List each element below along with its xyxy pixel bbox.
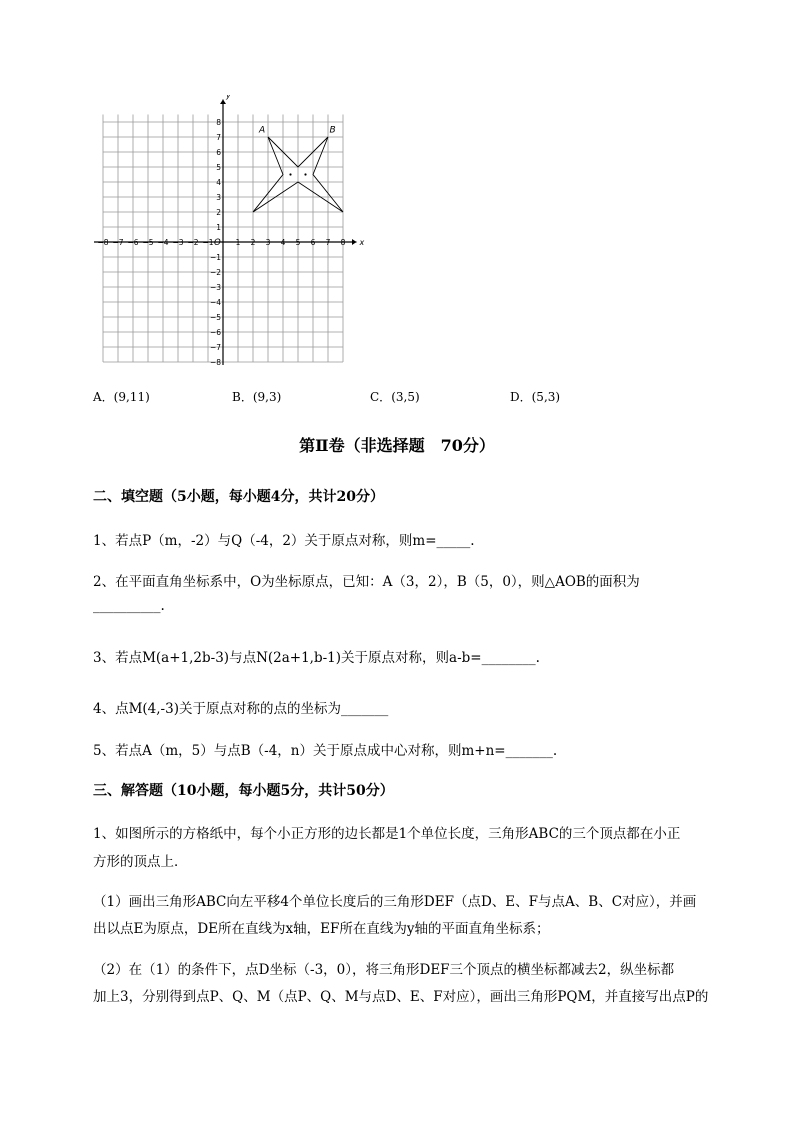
y-tick-label: 8 [216, 118, 221, 127]
solve-heading: 三、解答题（10小题，每小题5分，共计50分） [93, 783, 394, 799]
x-tick-label: 7 [325, 238, 331, 247]
x-tick-label: −3 [172, 238, 184, 247]
y-tick-label: 5 [216, 163, 221, 172]
fill-question-5: 5、若点A（m，5）与点B（-4，n）关于原点成中心对称，则m+n=_______. [93, 743, 558, 759]
y-axis-label: y [226, 95, 231, 100]
y-axis-arrow [220, 100, 226, 105]
y-tick-label: 4 [216, 178, 221, 187]
x-axis-label: x [359, 238, 365, 247]
option-a: A．(9,11) [93, 390, 150, 404]
point-dot [289, 173, 291, 175]
y-tick-label: 2 [216, 208, 221, 217]
y-tick-label: −6 [209, 328, 221, 337]
fill-question-2-line-1: 2、在平面直角坐标系中，O为坐标原点，已知：A（3，2），B（5，0），则△AOB的面积为 [93, 574, 640, 590]
y-tick-label: 1 [216, 223, 221, 232]
solve-question-1-line-1: 1、如图所示的方格纸中，每个小正方形的边长都是1个单位长度，三角形ABC的三个顶点都在小正 [93, 826, 681, 842]
x-axis-arrow [352, 239, 357, 245]
point-label-a: A [259, 125, 266, 136]
x-tick-label: −2 [187, 238, 199, 247]
point-label-b: B [329, 125, 336, 136]
x-tick-label: 1 [235, 238, 241, 247]
option-d: D．(5,3) [510, 390, 561, 404]
x-tick-label: −4 [157, 238, 169, 247]
solve-question-1-part-2-line-1: （2）在（1）的条件下，点D坐标（-3，0），将三角形DEF三个顶点的横坐标都减去2，纵坐标都 [93, 962, 675, 978]
fill-question-1: 1、若点P（m，-2）与Q（-4，2）关于原点对称，则m=_____. [93, 533, 475, 549]
option-b: B．(9,3) [232, 390, 282, 404]
y-tick-label: −2 [209, 268, 221, 277]
fill-in-heading: 二、填空题（5小题，每小题4分，共计20分） [93, 489, 384, 505]
solve-question-1-part-1-line-2: 出以点E为原点，DE所在直线为x轴，EF所在直线为y轴的平面直角坐标系； [93, 921, 550, 937]
y-tick-label: −5 [209, 313, 221, 322]
coordinate-grid-figure [90, 95, 380, 370]
coordinate-grid-svg [90, 95, 380, 370]
fill-question-4: 4、点M(4,-3)关于原点对称的点的坐标为_______ [93, 701, 389, 717]
fill-question-3: 3、若点M(a+1,2b-3)与点N(2a+1,b-1)关于原点对称，则a-b=________. [93, 650, 540, 666]
y-tick-label: −7 [209, 343, 221, 352]
x-tick-label: −5 [142, 238, 154, 247]
origin-label: O [214, 238, 221, 248]
x-tick-label: −8 [97, 238, 109, 247]
solve-question-1-part-2-line-2: 加上3，分别得到点P、Q、M（点P、Q、M与点D、E、F对应），画出三角形PQM，并直接写出点P的 [93, 989, 709, 1005]
point-dot [304, 173, 306, 175]
y-tick-label: −8 [209, 358, 221, 367]
y-tick-label: 6 [216, 148, 221, 157]
x-tick-label: −1 [202, 238, 214, 247]
y-tick-label: 3 [216, 193, 221, 202]
x-tick-label: 3 [265, 238, 271, 247]
x-tick-label: 2 [250, 238, 256, 247]
fill-question-2-line-2: __________. [93, 598, 165, 614]
solve-question-1-line-2: 方形的顶点上． [93, 854, 188, 870]
x-tick-label: 6 [310, 238, 316, 247]
x-tick-label: 8 [340, 238, 346, 247]
y-tick-label: −1 [209, 253, 221, 262]
option-c: C．(3,5) [370, 390, 420, 404]
solve-question-1-part-1-line-1: （1）画出三角形ABC向左平移4个单位长度后的三角形DEF（点D、E、F与点A、B、C对应），并画 [93, 894, 697, 910]
y-tick-label: 7 [216, 133, 221, 142]
y-tick-label: −3 [209, 283, 221, 292]
x-tick-label: 4 [280, 238, 286, 247]
x-tick-label: −7 [112, 238, 124, 247]
y-tick-label: −4 [209, 298, 221, 307]
x-tick-label: 5 [295, 238, 301, 247]
part2-title: 第Ⅱ卷（非选择题 70分） [299, 436, 495, 455]
x-tick-label: −6 [127, 238, 139, 247]
